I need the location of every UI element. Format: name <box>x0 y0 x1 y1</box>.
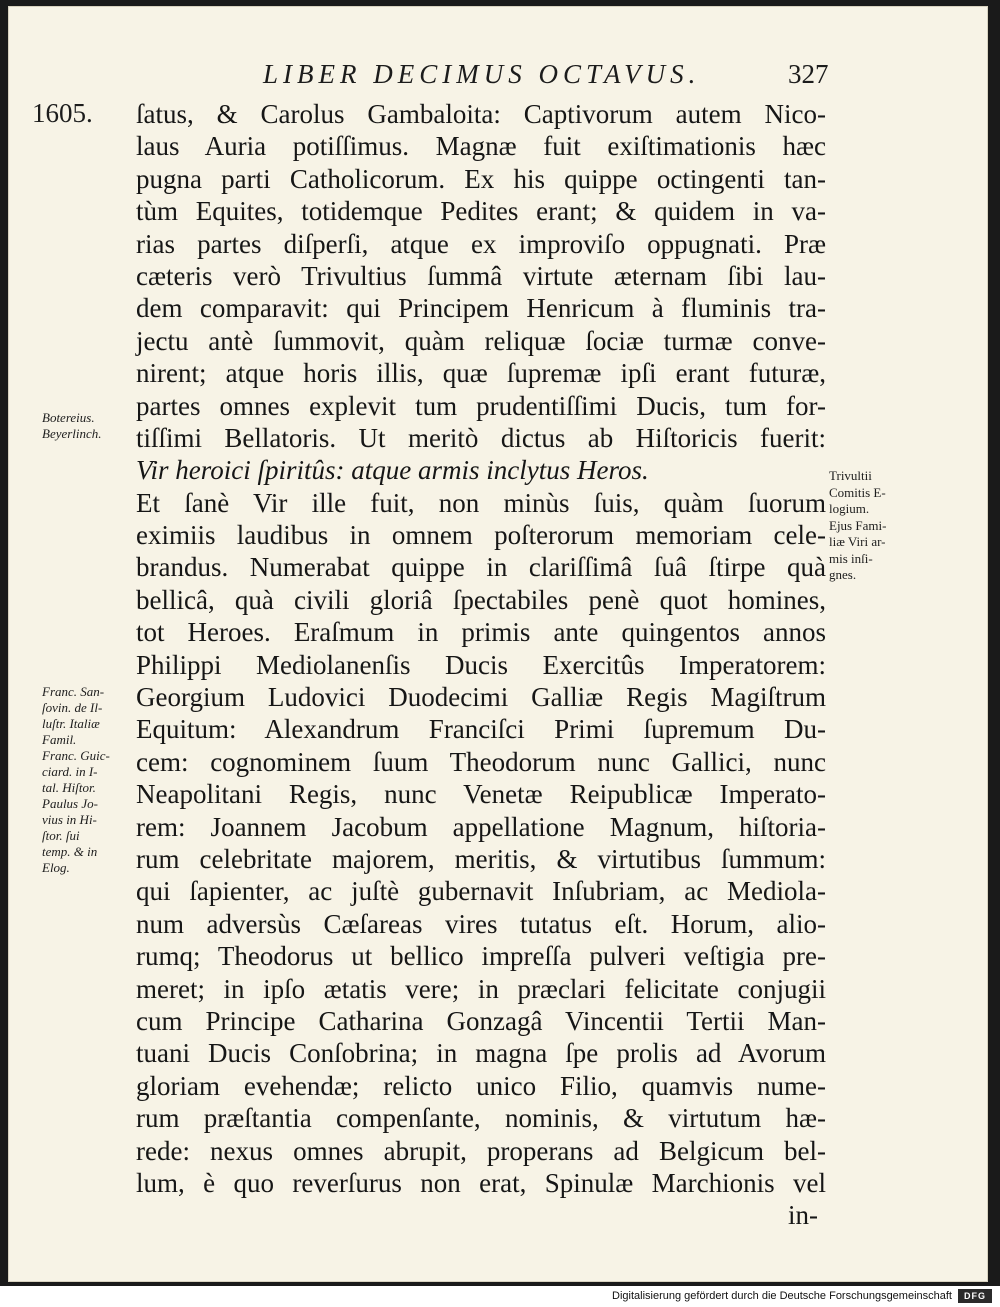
text-line: pugna parti Catholicorum. Ex his quippe octingenti tan- <box>136 163 826 194</box>
margin-note-line: tal. Hiſtor. <box>42 780 96 795</box>
margin-note-line: ciard. in I- <box>42 764 98 779</box>
margin-note-left <box>42 410 134 442</box>
digitization-footer <box>0 1286 1000 1307</box>
text-line: cum Principe Catharina Gonzagâ Vincentii Tertii Man- <box>136 1005 826 1036</box>
margin-note-line: Comitis E- <box>829 484 886 500</box>
text-line: ſatus, & Carolus Gambaloita: Captivorum autem Nico- <box>136 99 826 129</box>
margin-note-line: ſtor. ſui <box>42 828 80 843</box>
margin-note-line: Beyerlinch. <box>42 426 102 441</box>
text-line: Neapolitani Regis, nunc Venetæ Reipublicæ Imperato- <box>136 779 826 810</box>
margin-note-line: Franc. San- <box>42 684 105 699</box>
text-line: dem comparavit: qui Principem Henricum à fluminis tra- <box>136 293 826 324</box>
text-line: lum, è quo reverſurus non erat, Spinulæ Marchionis vel <box>136 1167 826 1198</box>
text-line: gloriam evehendæ; relicto unico Filio, quamvis nume- <box>136 1070 826 1101</box>
text-line: rum celebritate majorem, meritis, & virtutibus ſummum: <box>136 843 826 874</box>
text-line: qui ſapienter, ac juſtè gubernavit Inſubriam, ac Mediola- <box>136 876 826 907</box>
dfg-logo: DFG <box>958 1289 992 1303</box>
text-line: Equitum: Alexandrum Franciſci Primi ſupremum Du- <box>136 714 826 745</box>
margin-note-line: liæ Viri ar- <box>829 534 886 549</box>
text-line: Philippi Mediolanenſis Ducis Exercitûs Imperatorem: <box>136 649 826 680</box>
margin-note-right <box>829 468 909 584</box>
running-title: LIBER DECIMUS OCTAVUS. <box>263 59 701 89</box>
footer-credit: Digitalisierung gefördert durch die Deutsche Forschungsgemeinschaft <box>612 1290 952 1302</box>
margin-note-line: Franc. Guic- <box>42 748 110 763</box>
text-line: tùm Equites, totidemque Pedites erant; & quidem in va- <box>136 196 826 227</box>
text-line: num adversùs Cæſareas vires tutatus eſt. Horum, alio- <box>136 908 826 939</box>
text-line: Georgium Ludovici Duodecimi Galliæ Regis Magiſtrum <box>136 682 826 713</box>
text-line: nirent; atque horis illis, quæ ſupremæ ipſi erant futuræ, <box>136 358 826 389</box>
margin-note-line: mis inſi- <box>829 550 873 566</box>
text-line: rias partes diſperſi, atque ex improviſo oppugnati. Præ <box>136 228 826 259</box>
text-line: brandus. Numerabat quippe in clariſſimâ ſuâ ſtirpe quà <box>136 552 826 583</box>
margin-note-line: luſtr. Italiæ <box>42 716 100 731</box>
margin-note-line: Elog. <box>42 860 70 875</box>
book-page <box>8 6 988 1282</box>
text-line: eximiis laudibus in omnem poſterorum memoriam cele- <box>136 520 826 551</box>
text-line: tuani Ducis Conſobrina; in magna ſpe prolis ad Avorum <box>136 1038 826 1069</box>
text-line: rede: nexus omnes abrupit, properans ad Belgicum bel- <box>136 1135 826 1166</box>
body-text <box>136 98 826 1232</box>
margin-note-line: logium. <box>829 501 870 516</box>
margin-note-line: ſovin. de Il- <box>42 700 103 715</box>
margin-note-line: Botereius. <box>42 410 95 425</box>
margin-note-line: Famil. <box>42 732 77 747</box>
text-line: meret; in ipſo ætatis vere; in præclari felicitate conjugii <box>136 973 826 1004</box>
page-number: 327 <box>788 59 829 89</box>
text-line: tot Heroes. Eraſmum in primis ante quingentos annos <box>136 617 826 648</box>
text-line: partes omnes explevit tum prudentiſſimi Ducis, tum for- <box>136 390 826 421</box>
catchword: in- <box>788 1200 818 1231</box>
text-line: Et ſanè Vir ille fuit, non minùs ſuis, quàm ſuorum <box>136 487 826 518</box>
text-line: laus Auria potiſſimus. Magnæ fuit exiſtimationis hæc <box>136 131 826 162</box>
margin-note-left <box>42 684 134 876</box>
text-line: tiſſimi Bellatoris. Ut meritò dictus ab Hiſtoricis fuerit: <box>136 422 826 453</box>
text-line: Vir heroici ſpiritûs: atque armis inclytus Heros. <box>136 455 649 486</box>
margin-note-line: Trivultii <box>829 468 872 483</box>
margin-note-line: vius in Hi- <box>42 812 97 827</box>
margin-note-line: Paulus Jo- <box>42 796 98 811</box>
margin-year: 1605. <box>32 98 93 128</box>
text-line: bellicâ, quà civili gloriâ ſpectabiles penè quot homines, <box>136 584 826 615</box>
margin-note-line: gnes. <box>829 567 857 582</box>
text-line: rem: Joannem Jacobum appellatione Magnum, hiſtoria- <box>136 811 826 842</box>
text-line: cem: cognominem ſuum Theodorum nunc Gallici, nunc <box>136 746 826 777</box>
text-line: rumq; Theodorus ut bellico impreſſa pulveri veſtigia pre- <box>136 941 826 972</box>
text-line: jectu antè ſummovit, quàm reliquæ ſociæ turmæ conve- <box>136 325 826 356</box>
margin-note-line: temp. & in <box>42 844 98 859</box>
margin-note-line: Ejus Fami- <box>829 517 887 533</box>
text-line: rum præſtantia compenſante, nominis, & virtutum hæ- <box>136 1103 826 1134</box>
text-line: cæteris verò Trivultius ſummâ virtute æternam ſibi lau- <box>136 260 826 291</box>
